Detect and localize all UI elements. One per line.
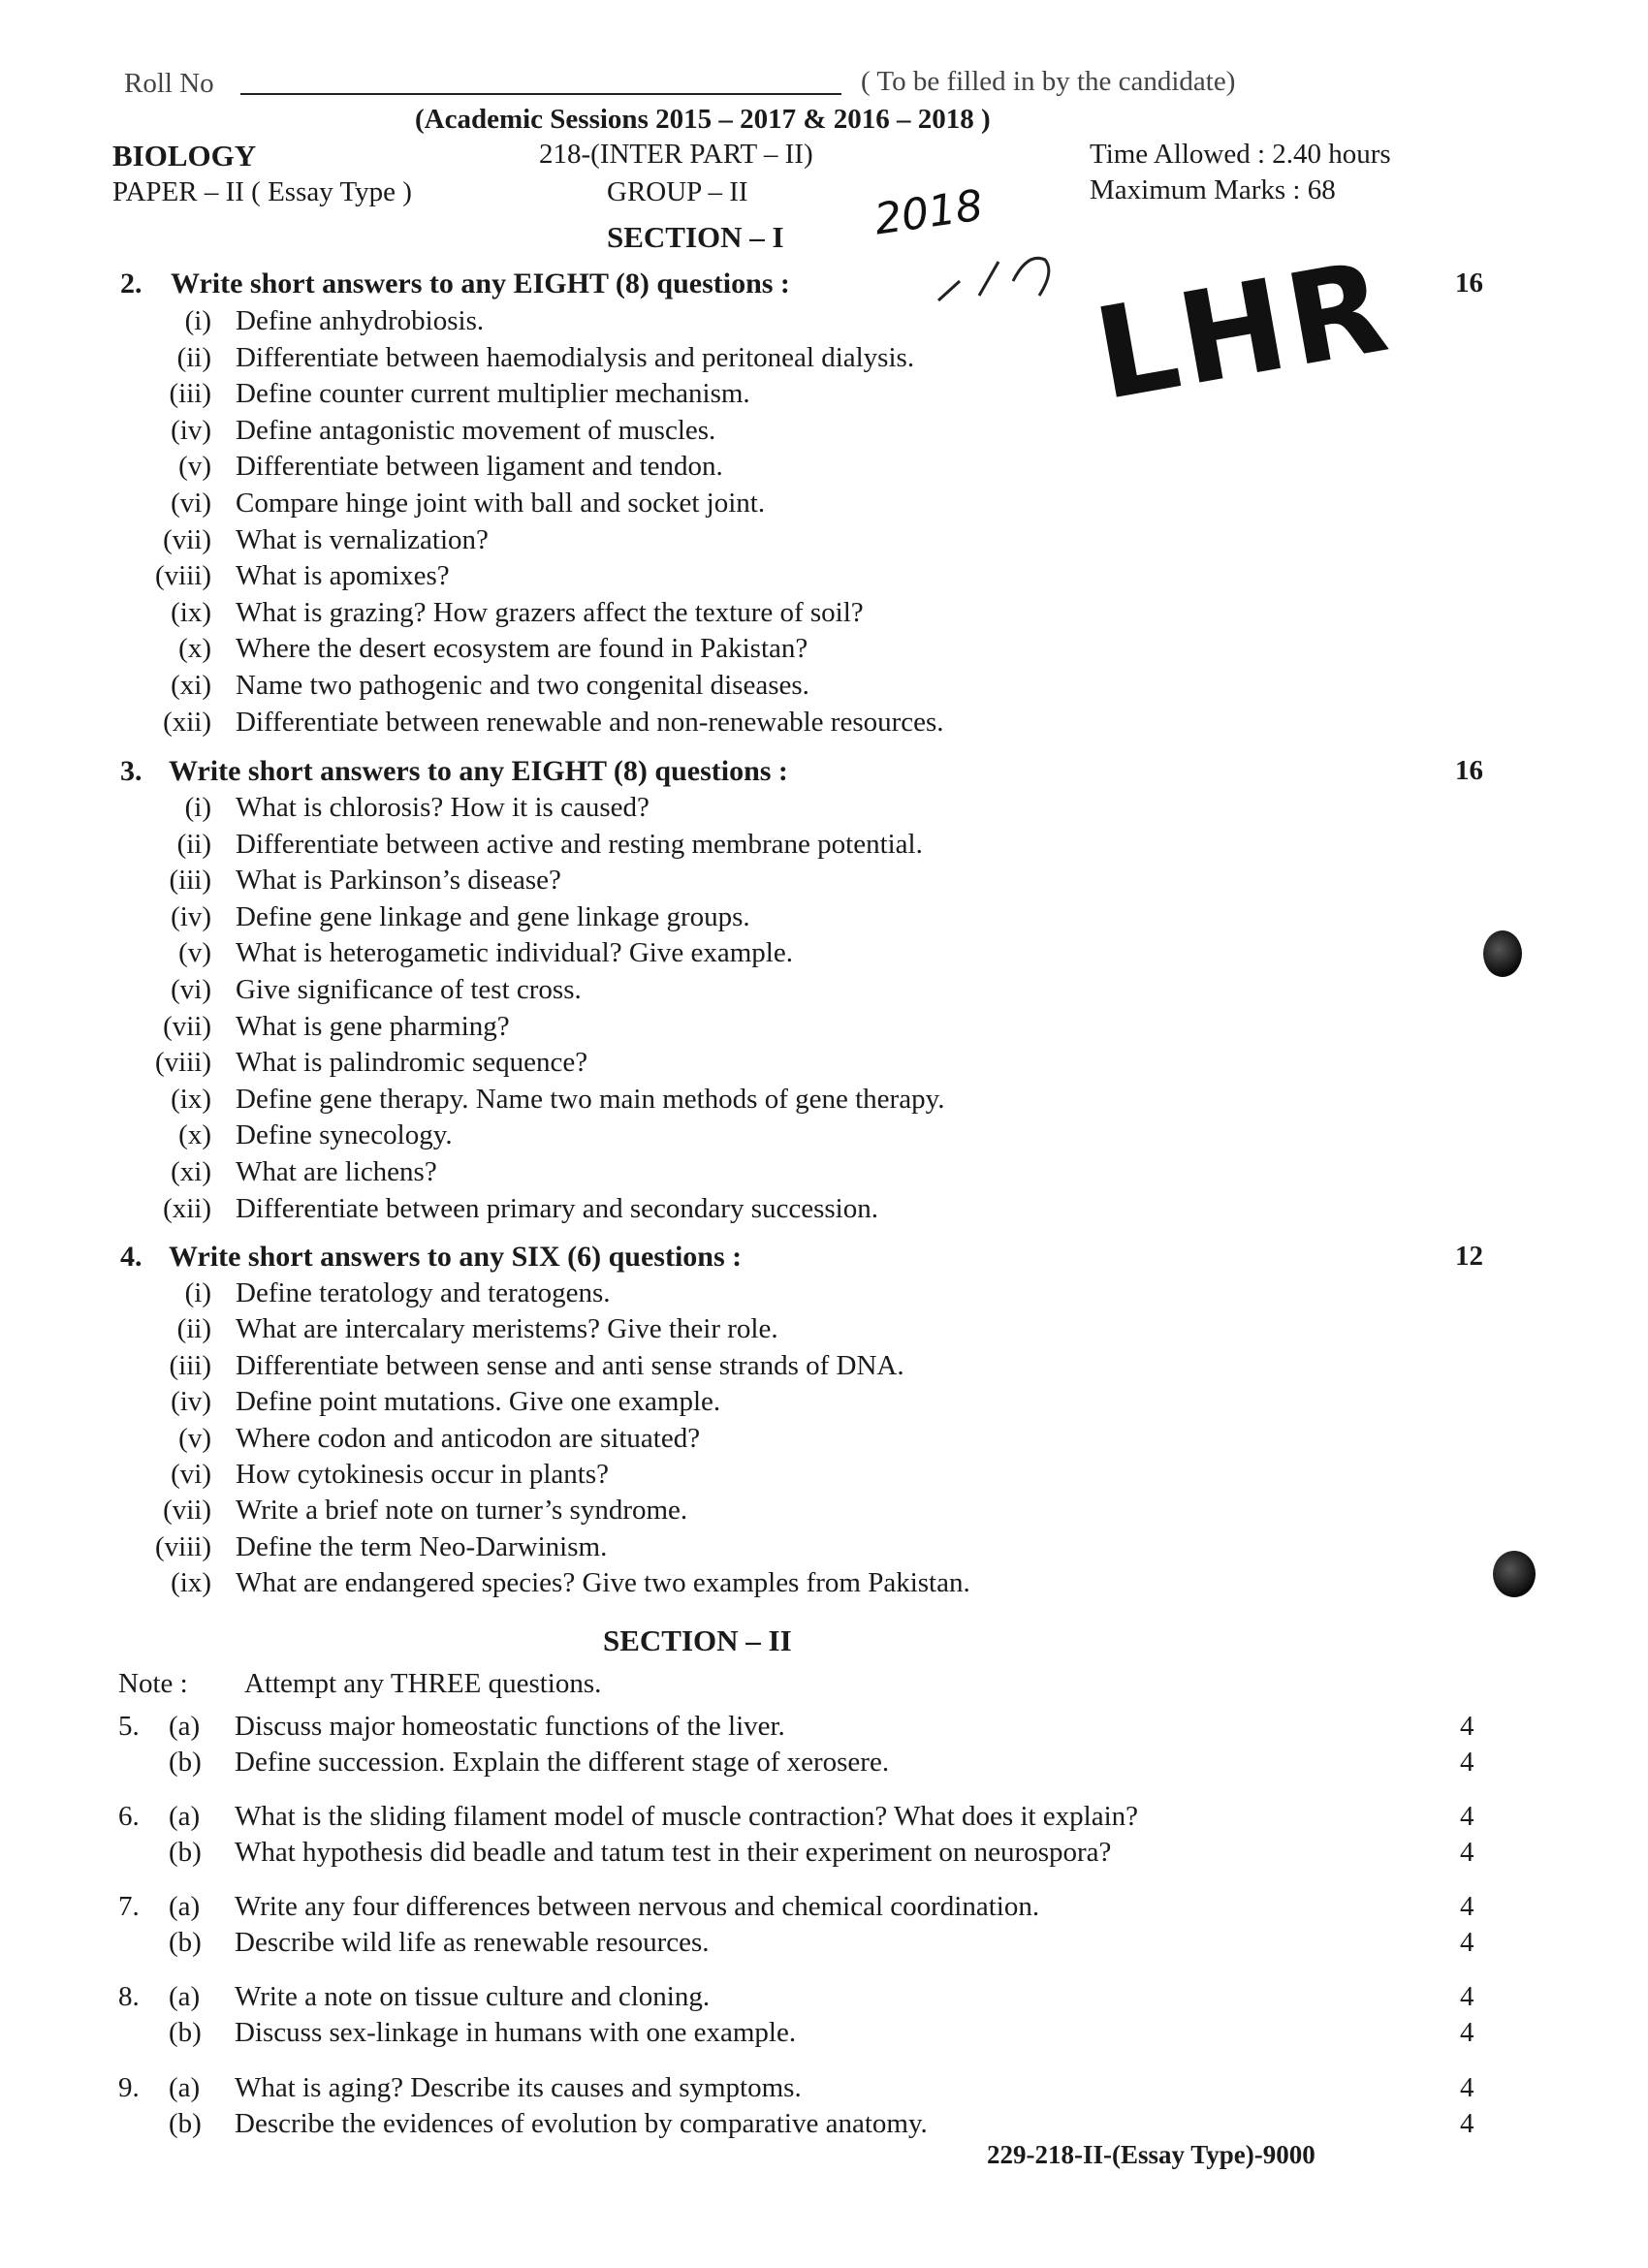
long-question-part-text: Write any four differences between nervous and chemical coordination. [235, 1891, 1040, 1922]
sub-question-number: (ii) [176, 1313, 211, 1345]
sub-question-text: Define gene therapy. Name two main methods of gene therapy. [236, 1083, 945, 1115]
sub-question-text: Compare hinge joint with ball and socket joint. [236, 488, 766, 519]
long-question-part-text: Discuss sex-linkage in humans with one example. [235, 2017, 797, 2048]
question-3-title: Write short answers to any EIGHT (8) questions : [169, 755, 788, 787]
section-2-title: SECTION – II [603, 1623, 792, 1657]
long-question-number: 5. [118, 1711, 140, 1742]
sub-question-number: (ii) [176, 341, 211, 373]
long-question-part-text: Describe wild life as renewable resources. [235, 1927, 710, 1958]
long-question-part-marks: 4 [1460, 1711, 1474, 1742]
long-question-number: 7. [118, 1891, 140, 1922]
sub-question-text: What is palindromic sequence? [236, 1047, 588, 1079]
long-question-number: 8. [118, 1981, 140, 2012]
academic-sessions: (Academic Sessions 2015 – 2017 & 2016 – 2018 ) [415, 104, 991, 135]
sub-question-text: Name two pathogenic and two congenital diseases. [236, 670, 809, 701]
subject-title: BIOLOGY [112, 139, 257, 173]
sub-question-text: Define synecology. [236, 1119, 453, 1151]
sub-question-number: (viii) [155, 560, 211, 592]
long-question-part-label: (a) [169, 1891, 201, 1922]
sub-question-number: (vii) [163, 523, 211, 555]
long-question-part-label: (a) [169, 1981, 201, 2012]
sub-question-text: What is chlorosis? How it is caused? [236, 792, 650, 823]
handwritten-scribble-icon [931, 242, 1066, 310]
sub-question-text: Differentiate between renewable and non-renewable resources. [236, 706, 944, 738]
sub-question-number: (ii) [176, 828, 211, 860]
question-3-number: 3. [120, 755, 143, 787]
long-question-part-label: (b) [169, 1747, 202, 1778]
sub-question-number: (viii) [155, 1047, 211, 1079]
long-question-part-marks: 4 [1460, 1981, 1474, 2012]
section-1-title: SECTION – I [607, 220, 784, 254]
ink-blot-icon [1483, 930, 1522, 977]
question-2-number: 2. [120, 268, 143, 299]
question-2-title: Write short answers to any EIGHT (8) questions : [171, 268, 790, 299]
sub-question-text: What is heterogametic individual? Give example. [236, 937, 793, 969]
long-question-number: 6. [118, 1801, 140, 1832]
handwritten-board: LHR [1085, 232, 1401, 429]
long-question-part-text: Describe the evidences of evolution by comparative anatomy. [235, 2108, 928, 2139]
long-question-part-label: (a) [169, 1711, 201, 1742]
sub-question-text: Define gene linkage and gene linkage groups. [236, 900, 750, 932]
sub-question-text: Differentiate between active and resting membrane potential. [236, 828, 923, 860]
long-question-part-marks: 4 [1460, 2017, 1474, 2048]
question-3-marks: 16 [1455, 755, 1483, 786]
long-question-part-marks: 4 [1460, 1747, 1474, 1778]
sub-question-text: Differentiate between primary and secondary succession. [236, 1192, 878, 1224]
sub-question-text: What is grazing? How grazers affect the texture of soil? [236, 596, 864, 628]
long-question-part-marks: 4 [1460, 1837, 1474, 1868]
group-label: GROUP – II [607, 176, 748, 207]
sub-question-text: Define anhydrobiosis. [236, 305, 485, 336]
long-question-part-marks: 4 [1460, 1927, 1474, 1958]
long-question-part-marks: 4 [1460, 2108, 1474, 2139]
sub-question-number: (iii) [169, 1349, 211, 1381]
sub-question-number: (i) [184, 1277, 211, 1308]
sub-question-text: Differentiate between haemodialysis and peritoneal dialysis. [236, 341, 915, 373]
question-4-title: Write short answers to any SIX (6) questions : [169, 1241, 743, 1273]
long-question-part-label: (b) [169, 1837, 202, 1868]
long-question-part-text: Discuss major homeostatic functions of the liver. [235, 1711, 785, 1742]
long-question-part-label: (a) [169, 2072, 201, 2103]
sub-question-text: Write a brief note on turner’s syndrome. [236, 1495, 688, 1527]
sub-question-text: Define counter current multiplier mechanism. [236, 378, 750, 410]
ink-blot-icon [1493, 1551, 1536, 1597]
handwritten-year: 2018 [871, 180, 986, 245]
sub-question-number: (vii) [163, 1495, 211, 1527]
sub-question-number: (vi) [171, 488, 211, 519]
long-question-part-text: What is aging? Describe its causes and symptoms. [235, 2072, 802, 2103]
long-question-part-marks: 4 [1460, 1891, 1474, 1922]
long-question-number: 9. [118, 2072, 140, 2103]
sub-question-number: (xi) [171, 670, 211, 701]
sub-question-text: What are endangered species? Give two examples from Pakistan. [236, 1567, 970, 1599]
sub-question-text: Define teratology and teratogens. [236, 1277, 611, 1308]
sub-question-text: Define point mutations. Give one example. [236, 1386, 721, 1418]
sub-question-text: What are lichens? [236, 1156, 437, 1187]
sub-question-number: (iii) [169, 865, 211, 897]
time-allowed: Time Allowed : 2.40 hours [1090, 139, 1391, 170]
long-question-part-label: (a) [169, 1801, 201, 1832]
sub-question-text: Differentiate between ligament and tendon. [236, 451, 723, 483]
sub-question-number: (x) [178, 1119, 211, 1151]
sub-question-text: Where the desert ecosystem are found in Pakistan? [236, 633, 808, 665]
note-text: Attempt any THREE questions. [244, 1668, 602, 1699]
sub-question-number: (v) [178, 937, 211, 969]
question-4-number: 4. [120, 1241, 143, 1273]
roll-number-label: Roll No [124, 68, 214, 99]
question-2-marks: 16 [1455, 268, 1483, 299]
long-question-part-text: Write a note on tissue culture and cloning. [235, 1981, 711, 2012]
sub-question-number: (ix) [171, 1567, 211, 1599]
sub-question-number: (vii) [163, 1010, 211, 1042]
sub-question-number: (vi) [171, 1459, 211, 1490]
roll-number-field[interactable] [240, 93, 841, 95]
sub-question-number: (i) [184, 305, 211, 336]
sub-question-text: Define antagonistic movement of muscles. [236, 414, 716, 446]
sub-question-number: (iv) [171, 1386, 211, 1418]
long-question-part-marks: 4 [1460, 2072, 1474, 2103]
sub-question-number: (xii) [163, 706, 211, 738]
sub-question-text: Give significance of test cross. [236, 974, 582, 1005]
paper-title: PAPER – II ( Essay Type ) [112, 176, 412, 207]
question-4-marks: 12 [1455, 1241, 1483, 1272]
sub-question-number: (viii) [155, 1530, 211, 1562]
sub-question-text: What is vernalization? [236, 523, 489, 555]
sub-question-text: What is apomixes? [236, 560, 450, 592]
long-question-part-label: (b) [169, 2017, 202, 2048]
sub-question-number: (i) [184, 792, 211, 823]
sub-question-number: (ix) [171, 596, 211, 628]
long-question-part-text: What is the sliding filament model of muscle contraction? What does it explain? [235, 1801, 1139, 1832]
sub-question-text: What is gene pharming? [236, 1010, 510, 1042]
paper-footer-code: 229-218-II-(Essay Type)-9000 [987, 2140, 1315, 2169]
sub-question-number: (iv) [171, 900, 211, 932]
sub-question-text: What is Parkinson’s disease? [236, 865, 561, 897]
maximum-marks: Maximum Marks : 68 [1090, 174, 1336, 205]
long-question-part-text: Define succession. Explain the different stage of xerosere. [235, 1747, 890, 1778]
sub-question-text: Differentiate between sense and anti sense strands of DNA. [236, 1349, 904, 1381]
long-question-part-label: (b) [169, 1927, 202, 1958]
sub-question-number: (v) [178, 451, 211, 483]
sub-question-text: Define the term Neo-Darwinism. [236, 1530, 608, 1562]
sub-question-text: Where codon and anticodon are situated? [236, 1422, 701, 1454]
sub-question-number: (v) [178, 1422, 211, 1454]
sub-question-number: (xii) [163, 1192, 211, 1224]
note-label: Note : [118, 1668, 188, 1699]
long-question-part-marks: 4 [1460, 1801, 1474, 1832]
sub-question-number: (iii) [169, 378, 211, 410]
sub-question-text: What are intercalary meristems? Give their role. [236, 1313, 778, 1345]
sub-question-number: (ix) [171, 1083, 211, 1115]
sub-question-text: How cytokinesis occur in plants? [236, 1459, 609, 1490]
sub-question-number: (x) [178, 633, 211, 665]
long-question-part-text: What hypothesis did beadle and tatum test in their experiment on neurospora? [235, 1837, 1112, 1868]
sub-question-number: (vi) [171, 974, 211, 1005]
sub-question-number: (xi) [171, 1156, 211, 1187]
roll-number-note: ( To be filled in by the candidate) [861, 66, 1236, 97]
sub-question-number: (iv) [171, 414, 211, 446]
long-question-part-label: (b) [169, 2108, 202, 2139]
paper-code: 218-(INTER PART – II) [539, 139, 813, 170]
